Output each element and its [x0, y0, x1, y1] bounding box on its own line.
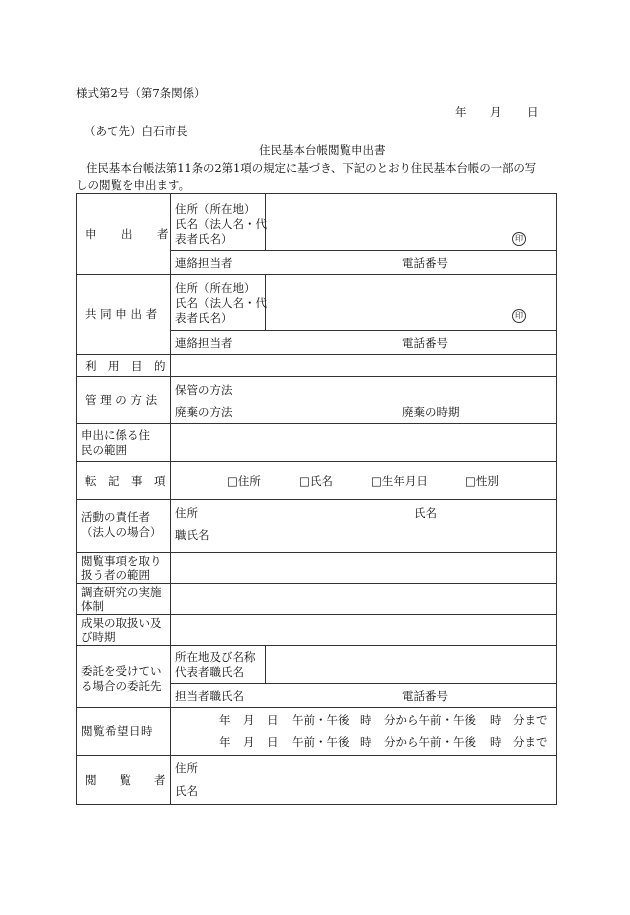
management-label-cell	[77, 377, 171, 424]
date-year: 年	[455, 105, 467, 119]
scope-input[interactable]	[171, 424, 557, 462]
applicant-contact-label: 連絡担当者	[175, 256, 233, 270]
month-label: 月	[243, 735, 255, 749]
disposal-method-label: 廃棄の方法	[175, 405, 233, 419]
management-input[interactable]	[171, 377, 557, 424]
applicant-label-cell	[77, 194, 171, 275]
from-label: 分から午前・午後	[384, 713, 476, 727]
results-label-cell	[77, 615, 171, 646]
handlers-input[interactable]	[171, 553, 557, 584]
addressee: （あて先）白石市長	[84, 124, 188, 138]
applicant-contact-row[interactable]	[171, 251, 557, 275]
items-label-cell	[77, 462, 171, 500]
applicant-name-labels	[171, 194, 266, 251]
co-applicant-address-label: 住所（所在地）	[175, 281, 256, 295]
hour-label: 時	[490, 735, 502, 749]
applicant-phone-label: 電話番号	[402, 256, 448, 270]
scope-label: 申出に係る住	[81, 428, 150, 442]
items-options	[171, 462, 557, 500]
research-input[interactable]	[171, 584, 557, 615]
responsible-input[interactable]	[171, 500, 557, 553]
applicant-address-label: 住所（所在地）	[175, 202, 256, 216]
month-label: 月	[243, 713, 255, 727]
responsible-name-label: 氏名	[414, 506, 437, 520]
checkbox-gender[interactable]: □性別	[465, 474, 499, 488]
contractor-phone-label: 電話番号	[402, 689, 448, 703]
year-label: 年	[219, 735, 231, 749]
storage-method-label: 保管の方法	[175, 383, 233, 397]
scope-label-cell	[77, 424, 171, 462]
checkbox-birthdate[interactable]: □生年月日	[371, 474, 428, 488]
viewer-name-label: 氏名	[175, 784, 198, 798]
contractor-label-cell	[77, 646, 171, 708]
seal-mark: 印	[512, 309, 526, 323]
co-applicant-phone-label: 電話番号	[402, 336, 448, 350]
co-applicant-contact-row[interactable]	[171, 331, 557, 355]
until-label: 分まで	[513, 713, 548, 727]
results-label-2: び時期	[81, 630, 116, 644]
year-label: 年	[219, 713, 231, 727]
research-label: 調査研究の実施	[81, 585, 162, 599]
contractor-location-labels	[171, 646, 266, 684]
disposal-time-label: 廃棄の時期	[402, 405, 460, 419]
responsible-label-2: （法人の場合）	[81, 525, 162, 539]
co-applicant-name-labels	[171, 275, 266, 331]
form-number: 様式第2号（第7条関係）	[76, 86, 206, 100]
date-month: 月	[490, 105, 502, 119]
results-input[interactable]	[171, 615, 557, 646]
responsible-title-label: 職氏名	[175, 528, 210, 542]
applicant-label: 申 出 者	[85, 227, 169, 241]
research-label-cell	[77, 584, 171, 615]
results-label: 成果の取扱い及	[81, 616, 162, 630]
contractor-contact-row[interactable]	[171, 684, 557, 708]
items-label: 転 記 事 項	[85, 474, 166, 488]
dates-label: 閲覧希望日時	[81, 724, 153, 738]
responsible-address-label: 住所	[175, 506, 198, 520]
co-applicant-name-label: 氏名（法人名・代	[175, 296, 267, 310]
am-pm-label: 午前・午後	[292, 735, 350, 749]
checkbox-name[interactable]: □氏名	[299, 474, 333, 488]
co-applicant-contact-label: 連絡担当者	[175, 336, 233, 350]
intro-text-line-1: 住民基本台帳法第11条の2第1項の規定に基づき、下記のとおり住民基本台帳の一部の写	[86, 161, 537, 175]
viewer-input[interactable]	[171, 756, 557, 805]
scope-label-2: 民の範囲	[81, 443, 127, 457]
day-label: 日	[267, 735, 279, 749]
purpose-label-cell	[77, 355, 171, 377]
intro-text-line-2: しの閲覧を申出ます。	[76, 178, 191, 192]
responsible-label-cell	[77, 500, 171, 553]
co-applicant-label-cell	[77, 275, 171, 355]
handlers-label-cell	[77, 553, 171, 584]
viewer-label: 閲 覧 者	[85, 773, 166, 787]
contractor-location-input[interactable]	[266, 646, 557, 684]
day-label: 日	[267, 713, 279, 727]
hour-label: 時	[360, 713, 372, 727]
dates-input[interactable]	[171, 708, 557, 756]
hour-label: 時	[360, 735, 372, 749]
contractor-rep-label: 代表者職氏名	[175, 665, 244, 679]
am-pm-label: 午前・午後	[292, 713, 350, 727]
seal-mark: 印	[512, 232, 526, 246]
co-applicant-label: 共 同 申 出 者	[85, 307, 158, 321]
co-applicant-name-label-2: 表者氏名）	[175, 311, 233, 325]
contractor-label: 委託を受けてい	[81, 664, 162, 678]
document-title: 住民基本台帳閲覧申出書	[259, 143, 386, 157]
viewer-label-cell	[77, 756, 171, 805]
until-label: 分まで	[513, 735, 548, 749]
management-label: 管 理 の 方 法	[85, 393, 158, 407]
dates-label-cell	[77, 708, 171, 756]
checkbox-address[interactable]: □住所	[227, 474, 261, 488]
contractor-location-label: 所在地及び名称	[175, 650, 256, 664]
date-day: 日	[527, 105, 539, 119]
co-applicant-name-input[interactable]	[266, 275, 557, 331]
applicant-name-label: 氏名（法人名・代	[175, 217, 267, 231]
handlers-label-2: 扱う者の範囲	[81, 568, 150, 582]
application-form-table	[76, 193, 557, 805]
applicant-name-input[interactable]	[266, 194, 557, 251]
hour-label: 時	[490, 713, 502, 727]
purpose-label: 利 用 目 的	[85, 359, 166, 373]
contractor-contact-label: 担当者職氏名	[175, 689, 244, 703]
research-label-2: 体制	[81, 599, 104, 613]
from-label: 分から午前・午後	[384, 735, 476, 749]
applicant-name-label-2: 表者氏名）	[175, 232, 233, 246]
viewer-address-label: 住所	[175, 761, 198, 775]
responsible-label: 活動の責任者	[81, 510, 150, 524]
contractor-label-2: る場合の委託先	[81, 679, 162, 693]
handlers-label: 閲覧事項を取り	[81, 554, 162, 568]
purpose-input[interactable]	[171, 355, 557, 377]
